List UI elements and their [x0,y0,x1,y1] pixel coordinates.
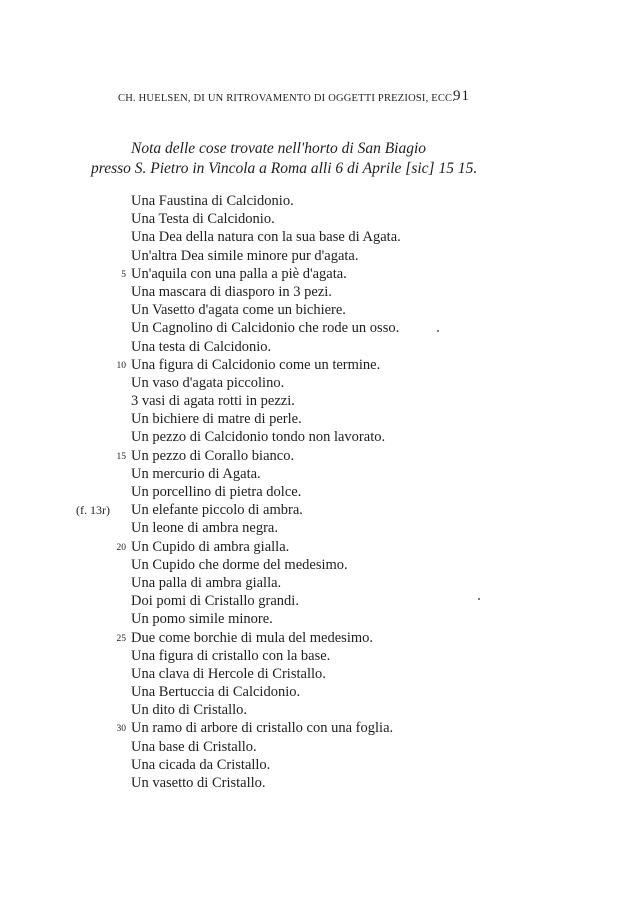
item-text: Un elefante piccolo di ambra. [131,502,303,519]
line-number: 30 [116,724,126,735]
list-item [0,756,627,774]
item-text: Un Cupido di ambra gialla. [131,538,290,555]
item-text: Un vasetto di Cristallo. [131,775,266,791]
list-item [0,683,627,701]
list-item [0,283,627,301]
item-text: Doi pomi di Cristallo grandi. [131,593,299,610]
list-item [0,738,627,756]
list-item [0,265,627,283]
item-text: Un mercurio di Agata. [131,465,261,482]
item-text: Un pezzo di Calcidonio tondo non lavorato. [131,429,386,446]
running-head: CH. HUELSEN, DI UN RITROVAMENTO DI OGGETTI PREZIOSI, ECC. [118,93,456,104]
item-text: Un'altra Dea simile minore pur d'agata. [131,247,359,264]
list-item [0,228,627,246]
item-text: Un leone di ambra negra. [131,520,278,537]
list-item [0,538,627,556]
list-item [0,374,627,392]
inventory-list [0,192,627,792]
list-item [0,428,627,446]
item-text: Una cicada da Cristallo. [131,756,271,773]
item-text: Un dito di Cristallo. [131,702,247,719]
item-text: Un Vasetto d'agata come un bichiere. [131,302,346,319]
paper-speck [437,330,439,332]
list-item [0,701,627,719]
line-number: 20 [116,542,126,553]
item-text: Una Testa di Calcidonio. [131,211,275,228]
item-text: Una Faustina di Calcidonio. [131,193,294,209]
list-item [0,719,627,737]
item-text: Un Cupido che dorme del medesimo. [131,556,348,573]
list-item [0,356,627,374]
list-item [0,392,627,410]
item-text: Un vaso d'agata piccolino. [131,374,285,391]
item-text: Una testa di Calcidonio. [131,338,272,355]
list-item [0,592,627,610]
list-item [0,301,627,319]
list-title-line-1: Nota delle cose trovate nell'horto di San Biagio [131,140,427,157]
list-item [0,247,627,265]
item-text: Una clava di Hercole di Cristallo. [131,665,326,682]
list-item [0,501,627,519]
list-item [0,647,627,665]
list-item [0,629,627,647]
item-text: Una figura di Calcidonio come un termine. [131,356,381,373]
list-item [0,556,627,574]
line-number: 25 [116,633,126,644]
item-text: Un pomo simile minore. [131,611,273,628]
list-title-line-2: presso S. Pietro in Vincola a Roma alli 6 di Aprile [sic] 15 15. [91,160,478,177]
list-item [0,410,627,428]
item-text: Due come borchie di mula del medesimo. [131,629,373,646]
list-item [0,192,627,210]
item-text: Una Dea della natura con la sua base di Agata. [131,229,401,246]
item-text: Un ramo di arbore di cristallo con una foglia. [131,720,394,737]
list-item [0,447,627,465]
list-item [0,665,627,683]
item-text: Una figura di cristallo con la base. [131,647,331,664]
list-item [0,610,627,628]
line-number: 15 [116,451,126,462]
list-item [0,574,627,592]
item-text: Un Cagnolino di Calcidonio che rode un osso. [131,320,400,337]
list-item [0,519,627,537]
item-text: Un pezzo di Corallo bianco. [131,447,295,464]
list-item [0,210,627,228]
list-item [0,774,627,792]
item-text: Una palla di ambra gialla. [131,574,282,591]
page-number: 91 [453,88,470,104]
line-number: 10 [116,360,126,371]
line-number: 5 [121,269,126,280]
item-text: Un porcellino di pietra dolce. [131,484,302,500]
item-text: Una Bertuccia di Calcidonio. [131,684,301,701]
item-text: Una base di Cristallo. [131,738,257,755]
item-text: 3 vasi di agata rotti in pezzi. [131,393,295,410]
item-text: Una mascara di diasporo in 3 pezi. [131,283,332,300]
list-item [0,465,627,483]
folio-reference: (f. 13r) [76,503,110,518]
item-text: Un bichiere di matre di perle. [131,411,302,428]
paper-speck [478,598,480,600]
list-item [0,338,627,356]
list-item [0,483,627,501]
list-item [0,319,627,337]
item-text: Un'aquila con una palla a piè d'agata. [131,265,347,282]
